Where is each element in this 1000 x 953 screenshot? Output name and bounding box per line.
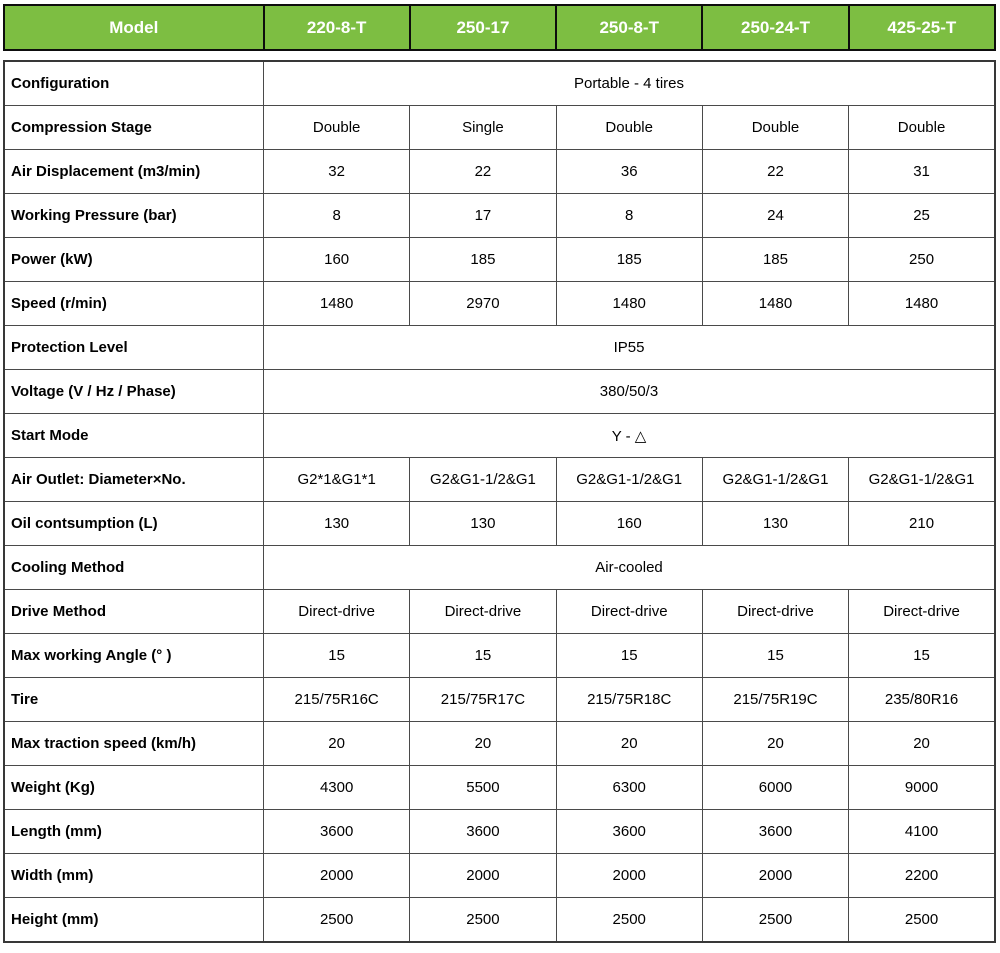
row-value-cell: 2500 [410, 898, 556, 943]
table-header-row [4, 5, 995, 50]
row-value-cell: 215/75R18C [556, 678, 702, 722]
row-value-cell: 25 [849, 194, 995, 238]
table-row [4, 810, 995, 854]
row-value-cell: Double [702, 106, 848, 150]
row-value-cell: 15 [410, 634, 556, 678]
row-value-cell: Direct-drive [849, 590, 995, 634]
row-value-cell: 22 [410, 150, 556, 194]
row-value-cell: G2&G1-1/2&G1 [702, 458, 848, 502]
table-row [4, 194, 995, 238]
row-label: Speed (r/min) [4, 282, 264, 326]
row-label: Weight (Kg) [4, 766, 264, 810]
row-value-cell: Double [556, 106, 702, 150]
row-value-cell: 2000 [264, 854, 410, 898]
row-value-cell: 20 [849, 722, 995, 766]
row-value-cell: 15 [264, 634, 410, 678]
row-value-cell: 185 [556, 238, 702, 282]
header-body-gap [3, 51, 997, 60]
row-label: Start Mode [4, 414, 264, 458]
row-value-cell: G2&G1-1/2&G1 [410, 458, 556, 502]
row-label: Oil contsumption (L) [4, 502, 264, 546]
row-label: Configuration [4, 61, 264, 106]
row-value-cell: 20 [410, 722, 556, 766]
row-value-cell: 160 [556, 502, 702, 546]
row-value-cell: 3600 [556, 810, 702, 854]
header-cell-model-4: 250-24-T [702, 5, 848, 50]
row-value-cell: 32 [264, 150, 410, 194]
table-row [4, 766, 995, 810]
row-value-cell: 5500 [410, 766, 556, 810]
table-row [4, 722, 995, 766]
row-value-cell: 15 [702, 634, 848, 678]
row-value-cell: 20 [702, 722, 848, 766]
row-value-cell: Double [264, 106, 410, 150]
row-value-cell: Single [410, 106, 556, 150]
table-row [4, 370, 995, 414]
table-row [4, 678, 995, 722]
row-value-cell: 2000 [702, 854, 848, 898]
row-label: Compression Stage [4, 106, 264, 150]
row-value-cell: 2970 [410, 282, 556, 326]
table-row [4, 458, 995, 502]
row-value-merged: Air-cooled [264, 546, 996, 590]
row-value-cell: 2500 [849, 898, 995, 943]
row-label: Voltage (V / Hz / Phase) [4, 370, 264, 414]
row-value-cell: 2200 [849, 854, 995, 898]
row-value-cell: Direct-drive [556, 590, 702, 634]
row-value-cell: 22 [702, 150, 848, 194]
row-value-cell: 8 [264, 194, 410, 238]
row-value-cell: 9000 [849, 766, 995, 810]
table-row [4, 502, 995, 546]
row-value-cell: 24 [702, 194, 848, 238]
row-value-cell: 3600 [410, 810, 556, 854]
header-cell-model-3: 250-8-T [556, 5, 702, 50]
row-value-cell: 17 [410, 194, 556, 238]
row-value-cell: 130 [702, 502, 848, 546]
row-value-cell: 235/80R16 [849, 678, 995, 722]
row-value-cell: 1480 [849, 282, 995, 326]
row-value-cell: Direct-drive [264, 590, 410, 634]
table-row [4, 106, 995, 150]
header-cell-model-2: 250-17 [410, 5, 556, 50]
header-cell-model-1: 220-8-T [264, 5, 410, 50]
row-value-cell: 3600 [264, 810, 410, 854]
row-value-merged: Y - △ [264, 414, 996, 458]
row-label: Height (mm) [4, 898, 264, 943]
row-value-cell: 210 [849, 502, 995, 546]
row-value-cell: 215/75R16C [264, 678, 410, 722]
table-row [4, 546, 995, 590]
row-label: Air Displacement (m3/min) [4, 150, 264, 194]
row-value-cell: 20 [264, 722, 410, 766]
row-label: Width (mm) [4, 854, 264, 898]
row-label: Protection Level [4, 326, 264, 370]
row-value-cell: 130 [410, 502, 556, 546]
spec-table [3, 60, 996, 943]
row-value-cell: G2&G1-1/2&G1 [849, 458, 995, 502]
row-label: Working Pressure (bar) [4, 194, 264, 238]
row-value-cell: 1480 [556, 282, 702, 326]
row-value-cell: 160 [264, 238, 410, 282]
row-value-cell: G2*1&G1*1 [264, 458, 410, 502]
row-label: Max traction speed (km/h) [4, 722, 264, 766]
row-value-cell: 20 [556, 722, 702, 766]
row-value-cell: 15 [556, 634, 702, 678]
table-row [4, 326, 995, 370]
row-value-merged: IP55 [264, 326, 996, 370]
row-value-cell: 2000 [556, 854, 702, 898]
row-label: Length (mm) [4, 810, 264, 854]
row-label: Tire [4, 678, 264, 722]
header-cell-model-5: 425-25-T [849, 5, 995, 50]
row-value-cell: 215/75R19C [702, 678, 848, 722]
model-header-row [3, 4, 996, 51]
row-value-cell: 185 [410, 238, 556, 282]
spec-table-body [4, 61, 995, 942]
row-value-cell: 6300 [556, 766, 702, 810]
row-value-merged: Portable - 4 tires [264, 61, 996, 106]
row-value-cell: 1480 [264, 282, 410, 326]
table-row [4, 414, 995, 458]
row-value-cell: 15 [849, 634, 995, 678]
table-row [4, 238, 995, 282]
row-value-cell: 185 [702, 238, 848, 282]
row-value-cell: Double [849, 106, 995, 150]
row-label: Drive Method [4, 590, 264, 634]
table-row [4, 854, 995, 898]
table-row [4, 150, 995, 194]
row-value-cell: 130 [264, 502, 410, 546]
row-value-cell: 1480 [702, 282, 848, 326]
row-value-cell: 6000 [702, 766, 848, 810]
row-value-cell: 4300 [264, 766, 410, 810]
row-value-merged: 380/50/3 [264, 370, 996, 414]
row-label: Power (kW) [4, 238, 264, 282]
row-value-cell: 3600 [702, 810, 848, 854]
table-row [4, 61, 995, 106]
row-value-cell: 36 [556, 150, 702, 194]
row-value-cell: 2000 [410, 854, 556, 898]
row-value-cell: 2500 [264, 898, 410, 943]
row-label: Max working Angle (° ) [4, 634, 264, 678]
row-value-cell: Direct-drive [410, 590, 556, 634]
table-row [4, 898, 995, 943]
row-value-cell: 2500 [556, 898, 702, 943]
table-row [4, 282, 995, 326]
row-value-cell: 250 [849, 238, 995, 282]
table-row [4, 590, 995, 634]
row-value-cell: G2&G1-1/2&G1 [556, 458, 702, 502]
row-value-cell: 4100 [849, 810, 995, 854]
row-value-cell: 31 [849, 150, 995, 194]
row-label: Air Outlet: Diameter×No. [4, 458, 264, 502]
table-row [4, 634, 995, 678]
row-value-cell: 8 [556, 194, 702, 238]
row-value-cell: Direct-drive [702, 590, 848, 634]
row-label: Cooling Method [4, 546, 264, 590]
row-value-cell: 215/75R17C [410, 678, 556, 722]
row-value-cell: 2500 [702, 898, 848, 943]
header-cell-model: Model [4, 5, 264, 50]
